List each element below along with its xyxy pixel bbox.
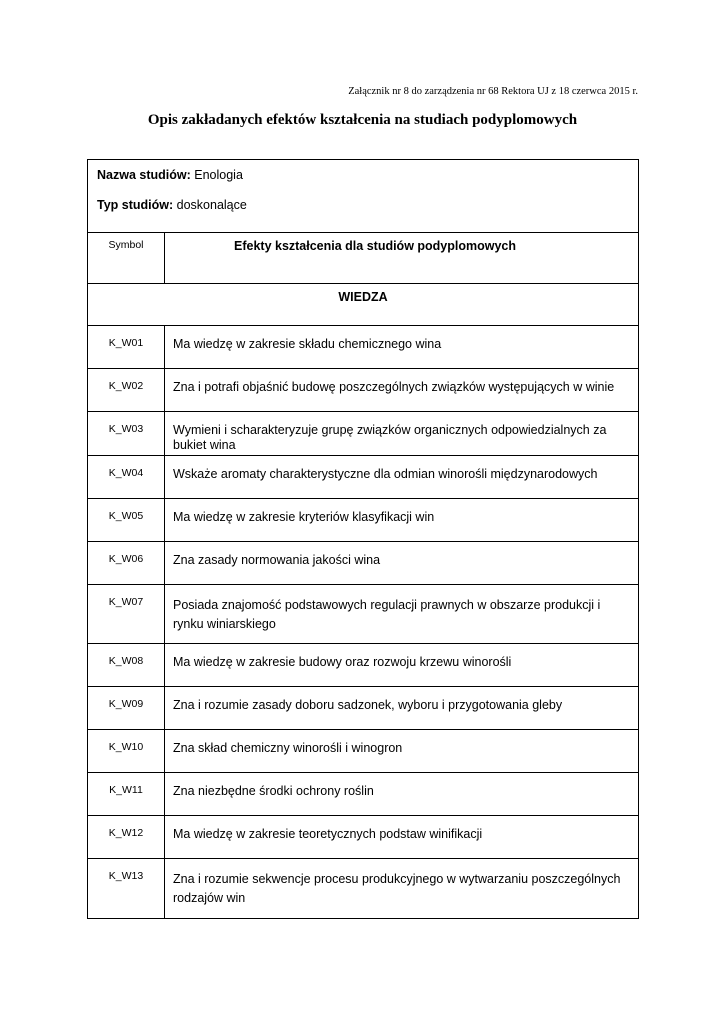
description-text: Zna i rozumie sekwencje procesu produkcyjnego w wytwarzaniu poszczególnych rodzajów win: [173, 872, 621, 905]
section-label: WIEDZA: [338, 290, 388, 304]
symbol-cell: K_W04: [88, 456, 165, 499]
description-cell: [165, 456, 639, 499]
study-name-label: Nazwa studiów:: [97, 168, 191, 182]
description-cell: [165, 412, 639, 456]
description-text: Zna i potrafi objaśnić budowę poszczególnych związków występujących w winie: [173, 380, 615, 394]
symbol-cell: K_W03: [88, 412, 165, 456]
table-row: [88, 773, 639, 816]
description-text: Zna niezbędne środki ochrony roślin: [173, 784, 374, 798]
description-text: Zna i rozumie zasady doboru sadzonek, wyboru i przygotowania gleby: [173, 698, 563, 712]
table-row: [88, 644, 639, 687]
description-cell: [165, 816, 639, 859]
symbol-header: Symbol: [108, 239, 144, 251]
description-text: Wskaże aromaty charakterystyczne dla odmian winorośli międzynarodowych: [173, 467, 598, 481]
document-title: Opis zakładanych efektów kształcenia na studiach podyplomowych: [147, 112, 578, 128]
study-info-cell: [88, 160, 639, 233]
outcomes-header: Efekty kształcenia dla studiów podyplomowych: [234, 239, 517, 253]
symbol-cell: K_W11: [88, 773, 165, 816]
section-cell: [88, 284, 639, 326]
description-text: Zna zasady normowania jakości wina: [173, 553, 381, 567]
table-row: [88, 816, 639, 859]
symbol-cell: K_W02: [88, 369, 165, 412]
symbol-cell: K_W13: [88, 859, 165, 919]
study-type-label: Typ studiów:: [97, 198, 174, 212]
description-cell: [165, 542, 639, 585]
symbol-cell: K_W01: [88, 326, 165, 369]
description-cell: [165, 644, 639, 687]
table-row: [88, 859, 639, 919]
description-cell: [165, 687, 639, 730]
table-row: [88, 369, 639, 412]
annex-note: Załącznik nr 8 do zarządzenia nr 68 Rektora UJ z 18 czerwca 2015 r.: [348, 86, 638, 97]
table-row: [88, 456, 639, 499]
description-cell: [165, 369, 639, 412]
description-text: Ma wiedzę w zakresie kryteriów klasyfikacji win: [173, 510, 435, 524]
table-row: [88, 687, 639, 730]
study-type-value: doskonalące: [176, 198, 247, 212]
learning-outcomes-table: [87, 159, 639, 919]
outcomes-header-cell: [165, 233, 639, 284]
description-cell: [165, 585, 639, 644]
symbol-cell: K_W10: [88, 730, 165, 773]
description-text: Ma wiedzę w zakresie składu chemicznego wina: [173, 337, 442, 351]
symbol-cell: K_W09: [88, 687, 165, 730]
description-text: Posiada znajomość podstawowych regulacji prawnych w obszarze produkcji i rynku winiarskiego: [173, 598, 601, 631]
description-text: Wymieni i scharakteryzuje grupę związków organicznych odpowiedzialnych za bukiet wina: [173, 423, 607, 452]
table-row: [88, 499, 639, 542]
symbol-cell: K_W12: [88, 816, 165, 859]
description-cell: [165, 773, 639, 816]
description-cell: [165, 859, 639, 919]
description-text: Ma wiedzę w zakresie teoretycznych podstaw winifikacji: [173, 827, 483, 841]
section-row: [88, 284, 639, 326]
symbol-cell: K_W07: [88, 585, 165, 644]
symbol-cell: K_W06: [88, 542, 165, 585]
table-row: [88, 730, 639, 773]
symbol-header-cell: [88, 233, 165, 284]
description-cell: [165, 730, 639, 773]
description-text: Zna skład chemiczny winorośli i winogron: [173, 741, 403, 755]
study-type-line: [97, 198, 638, 212]
symbol-cell: K_W08: [88, 644, 165, 687]
table-row: [88, 585, 639, 644]
symbol-cell: K_W05: [88, 499, 165, 542]
study-name-value: Enologia: [194, 168, 243, 182]
description-text: Ma wiedzę w zakresie budowy oraz rozwoju krzewu winorośli: [173, 655, 512, 669]
study-info-row: [88, 160, 639, 233]
table-row: [88, 542, 639, 585]
table-row: [88, 326, 639, 369]
description-cell: [165, 326, 639, 369]
study-name-line: [97, 168, 638, 182]
description-cell: [165, 499, 639, 542]
table-header-row: [88, 233, 639, 284]
table-row: [88, 412, 639, 456]
